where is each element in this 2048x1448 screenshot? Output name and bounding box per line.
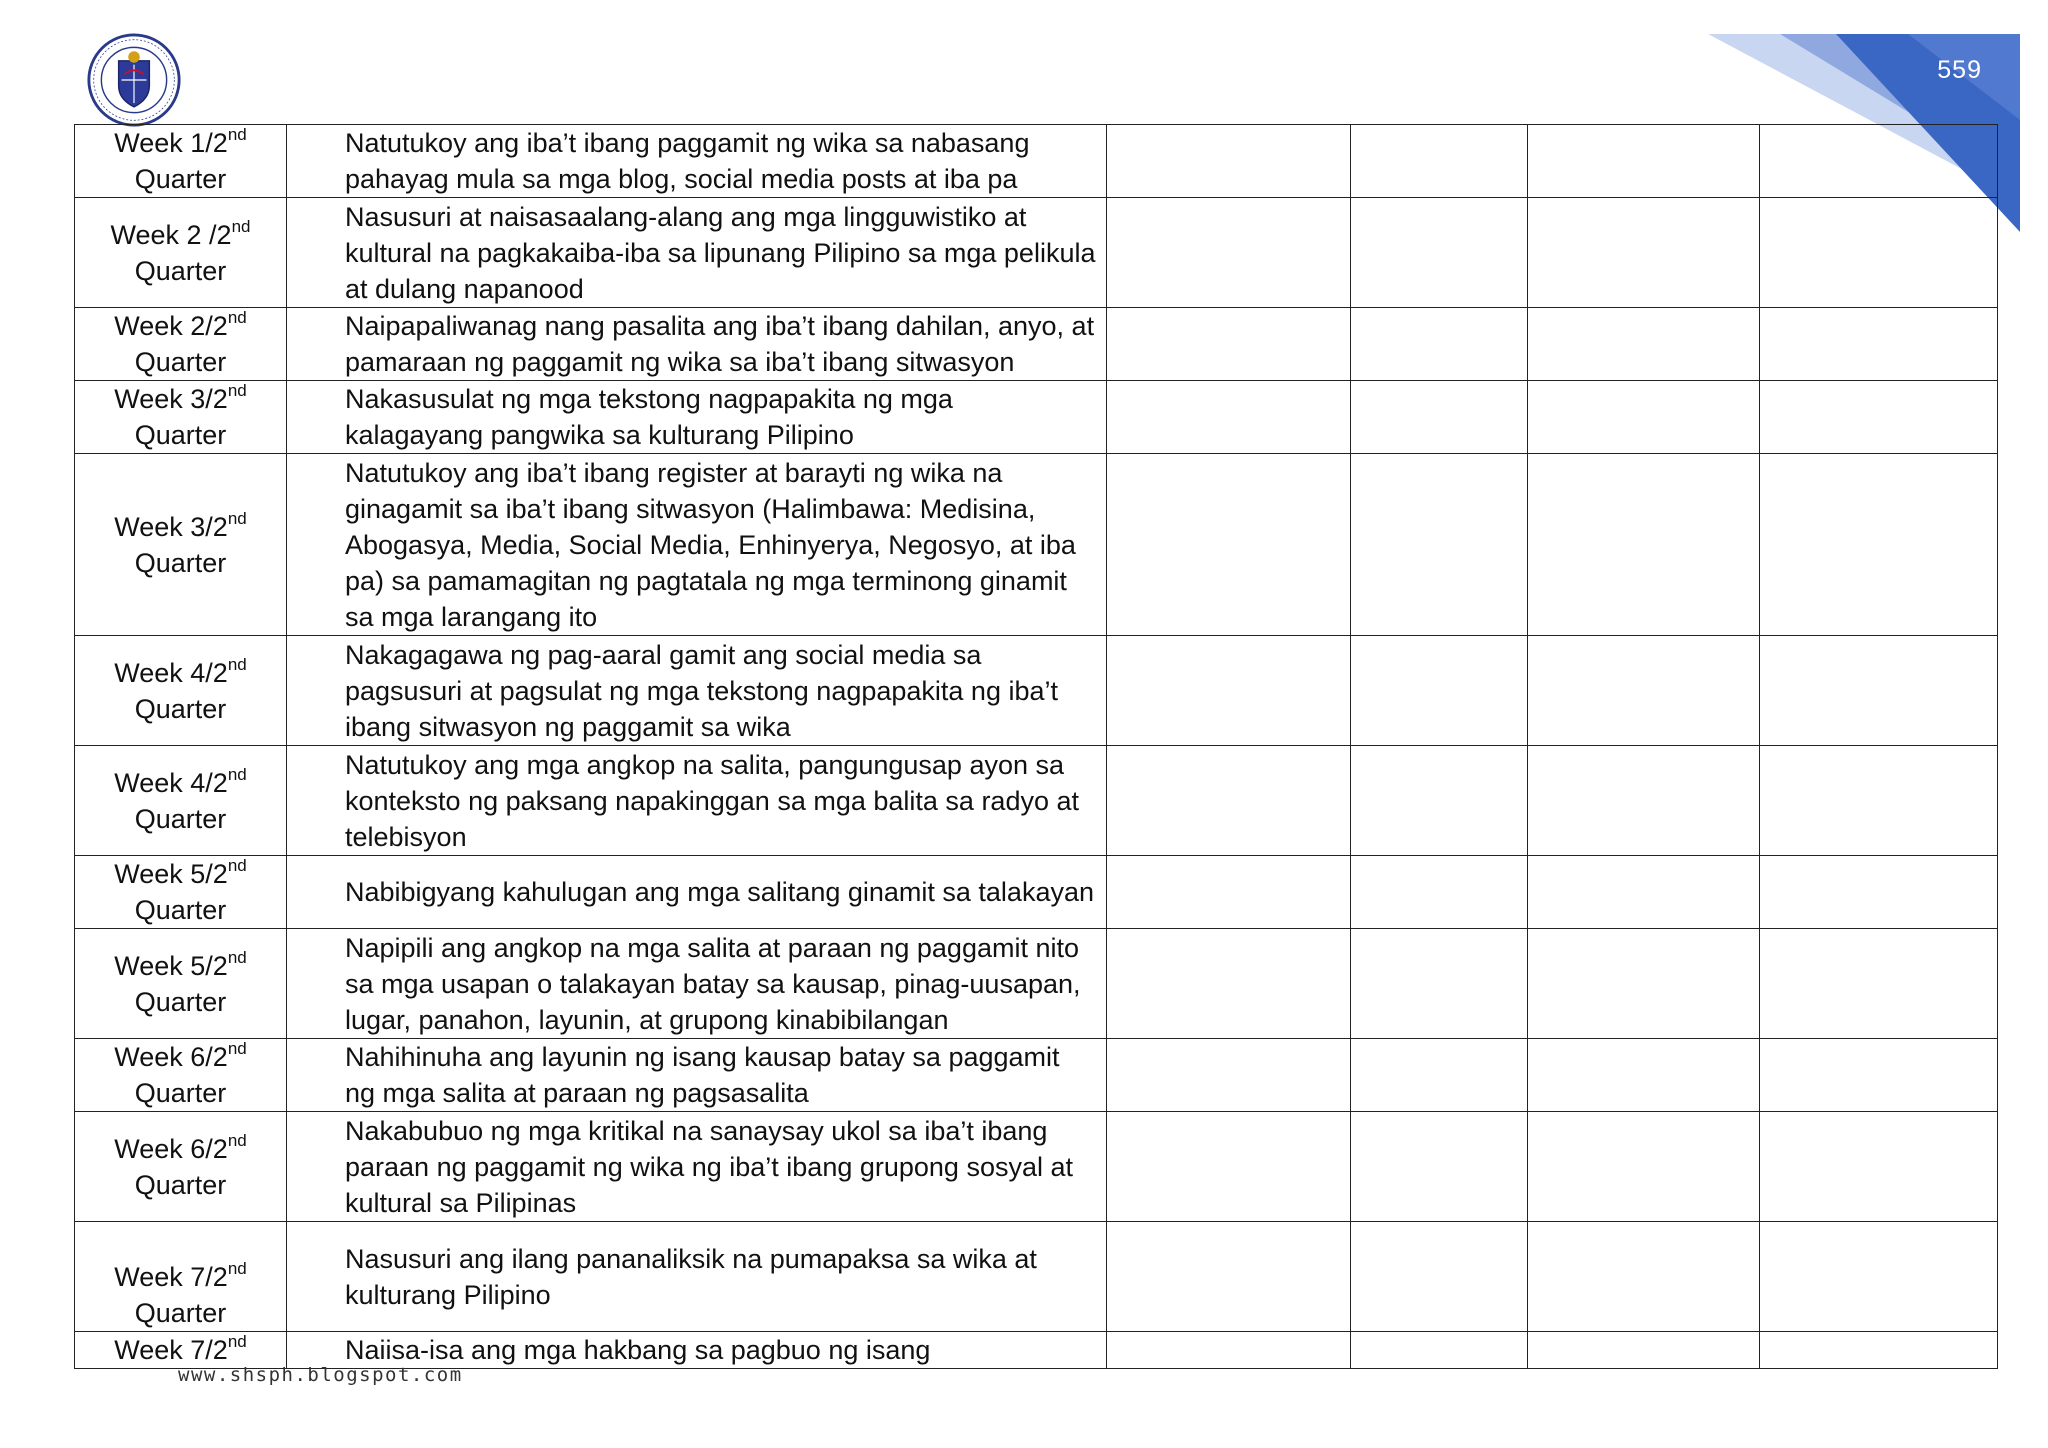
empty-cell [1107, 636, 1351, 746]
table-row [75, 929, 1998, 1039]
ordinal-suffix: nd [227, 856, 247, 875]
empty-cell [1107, 125, 1351, 198]
empty-cell [1107, 1222, 1351, 1332]
table-row [75, 198, 1998, 308]
empty-cell [1107, 746, 1351, 856]
empty-cell [1351, 198, 1528, 308]
empty-cell [1528, 929, 1760, 1039]
week-label: Week 1/2 [114, 128, 228, 158]
competency-cell [287, 929, 1107, 1039]
table-row [75, 308, 1998, 381]
deped-seal-icon [86, 32, 182, 128]
empty-cell [1528, 198, 1760, 308]
table-row [75, 1039, 1998, 1112]
competency-text: Napipili ang angkop na mga salita at paraan ng paggamit nito sa mga usapan o talakayan batay sa kausap, pinag-uusapan, lugar, panahon, layunin, at grupong kinabibilangan [345, 932, 1081, 1035]
competency-cell [287, 381, 1107, 454]
empty-cell [1351, 1332, 1528, 1369]
empty-cell [1107, 929, 1351, 1039]
ordinal-suffix: nd [231, 216, 251, 236]
empty-cell [1107, 1112, 1351, 1222]
quarter-label: Quarter [134, 347, 227, 377]
competency-text: Natutukoy ang iba’t ibang register at barayti ng wika na ginagamit sa iba’t ibang sitwasyon (Halimbawa: Medisina, Abogasya, Media, Social Media, Enhinyerya, Negosyo, at iba pa) sa pamamagitan ng pagtatala ng mga terminong ginamit sa mga larangang ito [345, 457, 1076, 632]
competency-cell [287, 636, 1107, 746]
empty-cell [1760, 125, 1998, 198]
empty-cell [1107, 198, 1351, 308]
empty-cell [1107, 856, 1351, 929]
ordinal-suffix: nd [227, 1130, 247, 1150]
ordinal-suffix: nd [227, 308, 247, 327]
ordinal-suffix: nd [227, 1332, 247, 1351]
empty-cell [1528, 308, 1760, 381]
empty-cell [1760, 1222, 1998, 1332]
competency-cell [287, 1039, 1107, 1112]
quarter-label: Quarter [134, 1298, 227, 1328]
week-label: Week 3/2 [114, 511, 228, 542]
competency-text: Natutukoy ang mga angkop na salita, pangungusap ayon sa konteksto ng paksang napakinggan sa mga balita sa radyo at telebisyon [345, 749, 1079, 852]
week-cell [75, 1112, 287, 1222]
week-label: Week 4/2 [114, 657, 228, 688]
empty-cell [1760, 1039, 1998, 1112]
week-cell [75, 746, 287, 856]
competency-text: Naiisa-isa ang mga hakbang sa pagbuo ng isang [345, 1335, 931, 1365]
week-cell [75, 856, 287, 929]
competency-text: Nakagagawa ng pag-aaral gamit ang social media sa pagsusuri at pagsulat ng mga tekstong nagpapakita ng iba’t ibang sitwasyon ng paggamit sa wika [345, 639, 1058, 742]
week-cell [75, 454, 287, 636]
empty-cell [1760, 746, 1998, 856]
week-label: Week 5/2 [114, 859, 228, 889]
table-row [75, 636, 1998, 746]
quarter-label: Quarter [134, 895, 227, 925]
ordinal-suffix: nd [227, 947, 247, 967]
empty-cell [1760, 308, 1998, 381]
table-row [75, 125, 1998, 198]
table-row [75, 381, 1998, 454]
quarter-label: Quarter [134, 1078, 227, 1108]
table-row [75, 454, 1998, 636]
competency-cell [287, 1222, 1107, 1332]
week-cell [75, 1222, 287, 1332]
empty-cell [1760, 929, 1998, 1039]
empty-cell [1107, 1332, 1351, 1369]
empty-cell [1760, 1332, 1998, 1369]
competency-cell [287, 1332, 1107, 1369]
quarter-label: Quarter [134, 420, 227, 450]
week-label: Week 7/2 [114, 1335, 228, 1365]
quarter-label: Quarter [134, 803, 227, 834]
empty-cell [1528, 1112, 1760, 1222]
competency-text: Nakasusulat ng mga tekstong nagpapakita ng mga kalagayang pangwika sa kulturang Pilipino [345, 384, 953, 450]
empty-cell [1351, 929, 1528, 1039]
empty-cell [1351, 454, 1528, 636]
empty-cell [1528, 856, 1760, 929]
competency-cell [287, 308, 1107, 381]
ordinal-suffix: nd [227, 1039, 247, 1058]
empty-cell [1107, 454, 1351, 636]
empty-cell [1760, 198, 1998, 308]
week-cell [75, 308, 287, 381]
table-row [75, 856, 1998, 929]
empty-cell [1528, 381, 1760, 454]
empty-cell [1760, 856, 1998, 929]
competency-cell [287, 198, 1107, 308]
empty-cell [1528, 746, 1760, 856]
competency-cell [287, 856, 1107, 929]
empty-cell [1351, 1112, 1528, 1222]
competency-cell [287, 1112, 1107, 1222]
ordinal-suffix: nd [227, 654, 247, 674]
competency-text: Nasusuri ang ilang pananaliksik na pumapaksa sa wika at kulturang Pilipino [345, 1243, 1037, 1310]
week-label: Week 6/2 [114, 1042, 228, 1072]
ordinal-suffix: nd [227, 1259, 247, 1278]
competency-text: Natutukoy ang iba’t ibang paggamit ng wika sa nabasang pahayag mula sa mga blog, social media posts at iba pa [345, 128, 1030, 194]
empty-cell [1528, 454, 1760, 636]
empty-cell [1107, 381, 1351, 454]
week-label: Week 2/2 [114, 311, 228, 341]
ordinal-suffix: nd [227, 125, 247, 144]
week-label: Week 6/2 [114, 1133, 228, 1164]
week-cell [75, 1332, 287, 1369]
empty-cell [1760, 454, 1998, 636]
table-row [75, 746, 1998, 856]
quarter-label: Quarter [134, 547, 227, 578]
empty-cell [1760, 381, 1998, 454]
competency-cell [287, 125, 1107, 198]
empty-cell [1351, 308, 1528, 381]
quarter-label: Quarter [134, 164, 227, 194]
week-cell [75, 198, 287, 308]
ordinal-suffix: nd [227, 508, 247, 528]
competency-text: Nahihinuha ang layunin ng isang kausap batay sa paggamit ng mga salita at paraan ng pagsasalita [345, 1042, 1060, 1108]
ordinal-suffix: nd [227, 381, 247, 400]
competency-text: Nabibigyang kahulugan ang mga salitang ginamit sa talakayan [345, 877, 1094, 907]
empty-cell [1528, 1222, 1760, 1332]
empty-cell [1107, 1039, 1351, 1112]
table-row [75, 1222, 1998, 1332]
empty-cell [1760, 636, 1998, 746]
quarter-label: Quarter [134, 986, 227, 1017]
week-cell [75, 929, 287, 1039]
week-cell [75, 636, 287, 746]
quarter-label: Quarter [134, 1169, 227, 1200]
competency-cell [287, 746, 1107, 856]
empty-cell [1351, 1039, 1528, 1112]
competency-text: Nakabubuo ng mga kritikal na sanaysay ukol sa iba’t ibang paraan ng paggamit ng wika ng iba’t ibang grupong sosyal at kultural sa Pilipinas [345, 1115, 1073, 1218]
empty-cell [1351, 636, 1528, 746]
empty-cell [1528, 125, 1760, 198]
empty-cell [1528, 1039, 1760, 1112]
page-number: 559 [1937, 56, 1982, 84]
week-label: Week 2 /2 [110, 219, 232, 250]
competency-text: Naipapaliwanag nang pasalita ang iba’t ibang dahilan, anyo, at pamaraan ng paggamit ng wika sa iba’t ibang sitwasyon [345, 311, 1095, 377]
competency-text: Nasusuri at naisasaalang-alang ang mga lingguwistiko at kultural na pagkakaiba-iba sa lipunang Pilipino sa mga pelikula at dulang napanood [345, 201, 1096, 304]
quarter-label: Quarter [134, 693, 227, 724]
empty-cell [1351, 856, 1528, 929]
empty-cell [1107, 308, 1351, 381]
empty-cell [1351, 125, 1528, 198]
week-label: Week 4/2 [114, 767, 228, 798]
quarter-label: Quarter [134, 255, 227, 286]
week-label: Week 3/2 [114, 384, 228, 414]
footer-url: www.shsph.blogspot.com [178, 1364, 463, 1386]
ordinal-suffix: nd [227, 764, 247, 784]
table-row [75, 1112, 1998, 1222]
week-cell [75, 381, 287, 454]
empty-cell [1351, 1222, 1528, 1332]
empty-cell [1351, 746, 1528, 856]
week-cell [75, 125, 287, 198]
empty-cell [1351, 381, 1528, 454]
competency-cell [287, 454, 1107, 636]
empty-cell [1528, 1332, 1760, 1369]
empty-cell [1760, 1112, 1998, 1222]
week-cell [75, 1039, 287, 1112]
empty-cell [1528, 636, 1760, 746]
table-row [75, 1332, 1998, 1369]
week-label: Week 7/2 [114, 1262, 228, 1292]
week-label: Week 5/2 [114, 950, 228, 981]
competency-table [74, 124, 1998, 1369]
